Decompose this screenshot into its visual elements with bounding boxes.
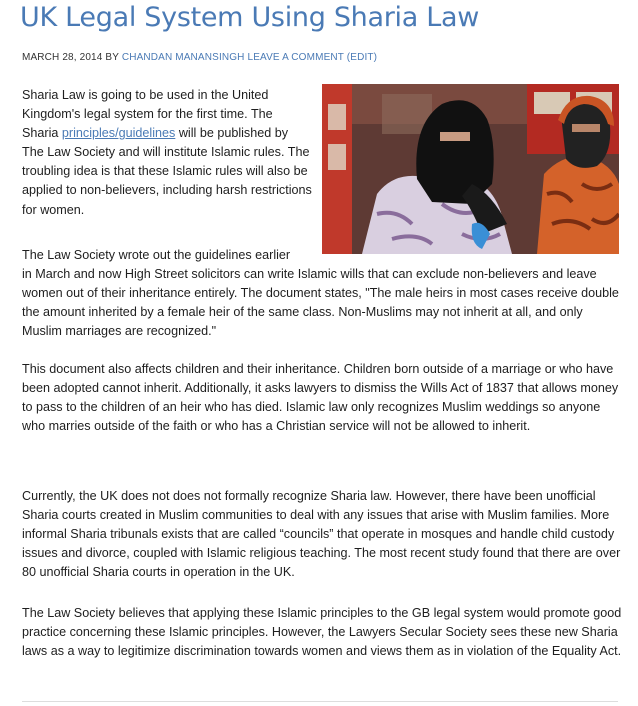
paragraph-3: This document also affects children and their inheritance. Children born outside of a marriage or who have been adopted cannot inherit. Additionally, it asks lawyers to dismiss the Wills Act of 1837 that allows money to pass to the children of an heir who has died. Islamic law only recognizes Muslim weddings so anyone who marries outside of the faith or who has a Christian service will not be allowed to inherit. (22, 362, 619, 434)
author-link[interactable]: CHANDAN MANANSINGH (121, 52, 245, 63)
paragraph-1-end: will be published by The Law Society and will institute Islamic rules. The troubling idea is that these Islamic rules will also be applied to non-believers, including harsh restrictions for women. (22, 126, 312, 217)
bus-window-4 (328, 144, 346, 170)
bus-window-3 (328, 104, 346, 130)
bottom-divider (22, 701, 618, 702)
post-meta (22, 52, 377, 63)
edit-link[interactable]: (EDIT) (346, 52, 378, 63)
paragraph-1 (22, 86, 312, 220)
woman1-eyes (440, 132, 470, 141)
paragraph-5: The Law Society believes that applying these Islamic principles to the GB legal system would promote good practice concerning these Islamic principles. However, the Lawyers Secular Society sees these new Sharia laws as a way to legitimize discrimination towards women and views them as in violation of the Equality Act. (22, 606, 622, 659)
leave-comment-link[interactable]: LEAVE A COMMENT (247, 52, 344, 63)
principles-guidelines-link[interactable]: principles/guidelines (61, 126, 176, 141)
post-date: MARCH 28, 2014 (22, 52, 103, 63)
page-title[interactable]: UK Legal System Using Sharia Law (20, 2, 480, 33)
woman2-eyes (572, 124, 600, 132)
paragraph-4: Currently, the UK does not does not formally recognize Sharia law. However, there have been unofficial Sharia courts created in Muslim communities to deal with any issues that arise with Muslim families. More informal Sharia tribunals exists that are called “councils” that operate in mosques and handle child custody issues and divorce, coupled with Islamic religious teaching. The most recent study found that there are over 80 unofficial Sharia courts in operation in the UK. (22, 489, 621, 580)
paragraph-2-start: The Law Society wrote out the guidelines earlier (22, 248, 291, 262)
article-photo (322, 84, 619, 254)
paragraph-2 (22, 246, 622, 341)
post-by: BY (105, 52, 119, 63)
paragraph-1-start: Sharia Law is going to be used in the United Kingdom's legal system for the first time. The Sharia (22, 88, 273, 141)
paragraph-2-rest: in March and now High Street solicitors can write Islamic wills that can exclude non-believers and leave women out of their inheritance entirely. The document states, "The male heirs in most cases receive double the amount inherited by a female heir of the same class. Non-Muslims may not inherit at all, and only Muslim marriages are recognized." (22, 267, 619, 339)
woman2-dress (537, 156, 619, 254)
